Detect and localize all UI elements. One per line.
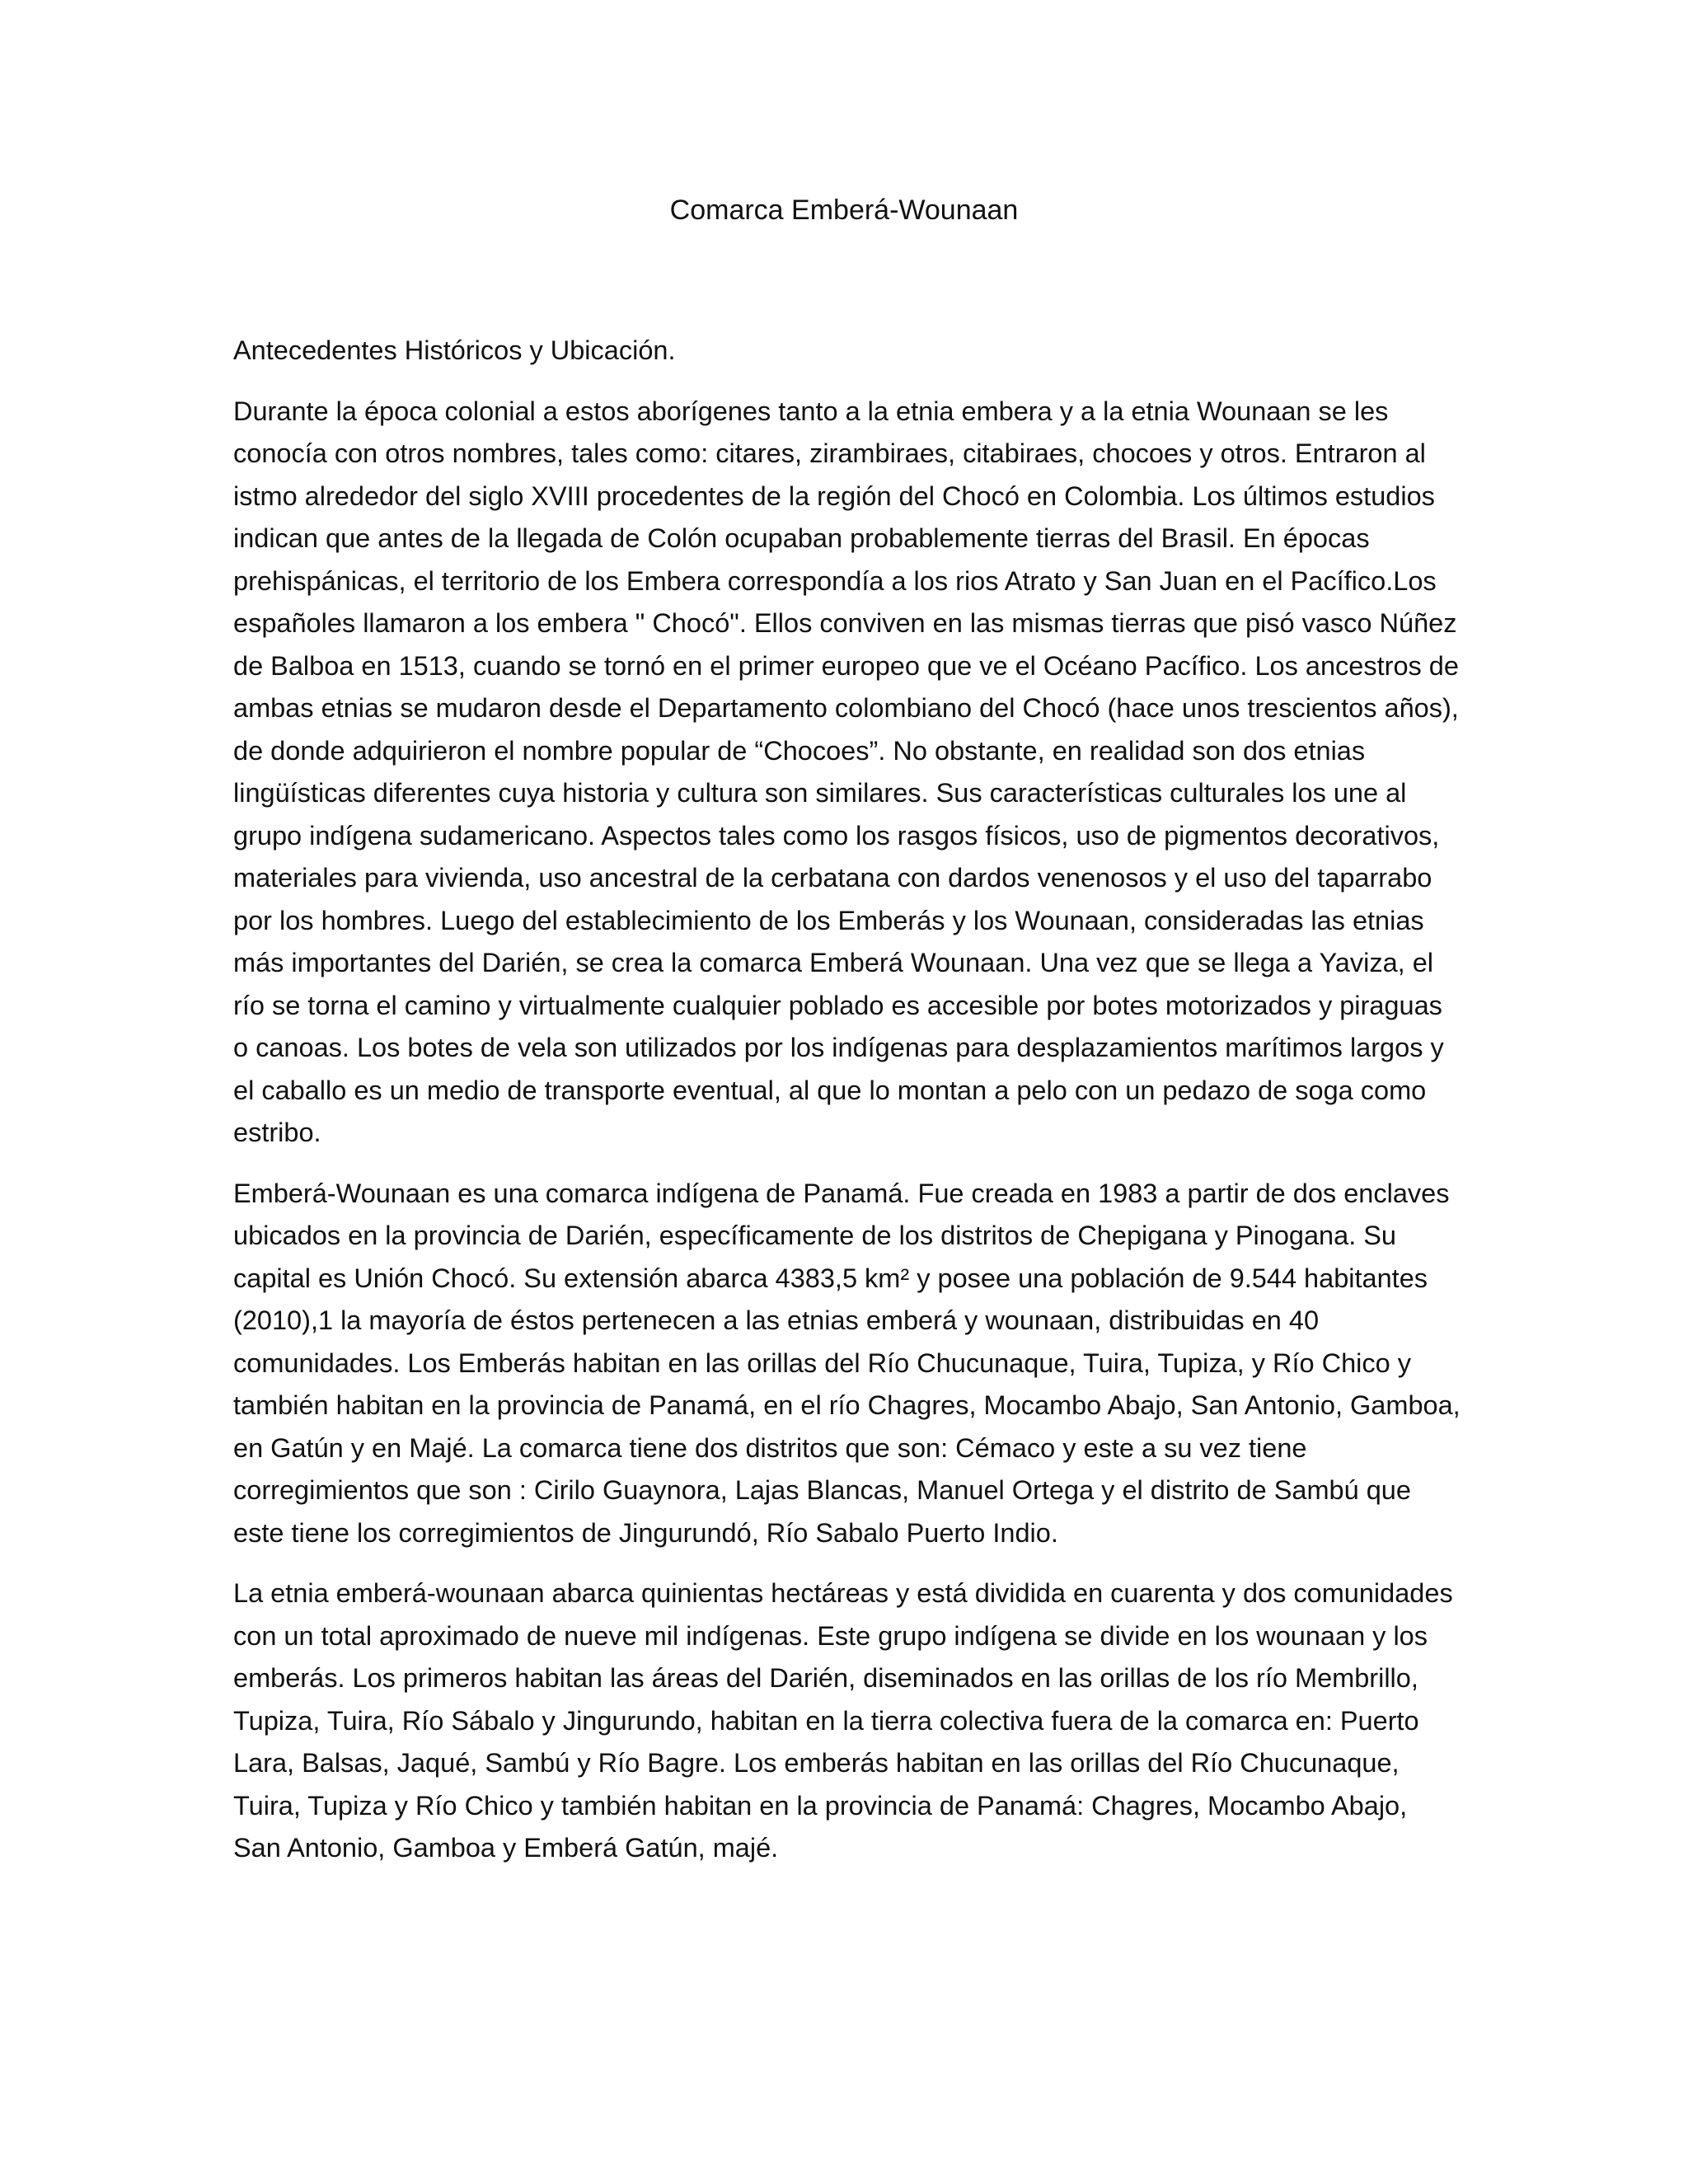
document-title: Comarca Emberá-Wounaan: [669, 194, 1019, 226]
paragraph-comarca: Emberá-Wounaan es una comarca indígena de Panamá. Fue creada en 1983 a partir de dos enclaves ubicados en la provincia de Darién, específicamente de los distritos de Chepigana y Pinogana. Su capital es Unión Chocó. Su extensión abarca 4383,5 km² y posee una población de 9.544 habitantes (2010),1 la mayoría de éstos pertenecen a las etnias emberá y wounaan, distribuidas en 40 comunidades. Los Emberás habitan en las orillas del Río Chucunaque, Tuira, Tupiza, y Río Chico y también habitan en la provincia de Panamá, en el río Chagres, Mocambo Abajo, San Antonio, Gamboa, en Gatún y en Majé. La comarca tiene dos distritos que son: Cémaco y este a su vez tiene corregimientos que son : Cirilo Guaynora, Lajas Blancas, Manuel Ortega y el distrito de Sambú que este tiene los corregimientos de Jingurundó, Río Sabalo Puerto Indio.: [233, 1178, 1461, 1548]
paragraph-population: La etnia emberá-wounaan abarca quinientas hectáreas y está dividida en cuarenta y dos comunidades con un total aproximado de nueve mil indígenas. Este grupo indígena se divide en los wounaan y los emberás. Los primeros habitan las áreas del Darién, diseminados en las orillas de los río Membrillo, Tupiza, Tuira, Río Sábalo y Jingurundo, habitan en la tierra colectiva fuera de la comarca en: Puerto Lara, Balsas, Jaqué, Sambú y Río Bagre. Los emberás habitan en las orillas del Río Chucunaque, Tuira, Tupiza y Río Chico y también habitan en la provincia de Panamá: Chagres, Mocambo Abajo, San Antonio, Gamboa y Emberá Gatún, majé.: [233, 1578, 1453, 1863]
section-heading: Antecedentes Históricos y Ubicación.: [233, 335, 676, 365]
paragraph-history: Durante la época colonial a estos aborígenes tanto a la etnia embera y a la etnia Wounaan se les conocía con otros nombres, tales como: citares, zirambiraes, citabiraes, chocoes y otros. Entraron al istmo alrededor del siglo XVIII procedentes de la región del Chocó en Colombia. Los últimos estudios indican que antes de la llegada de Colón ocupaban probablemente tierras del Brasil. En épocas prehispánicas, el territorio de los Embera correspondía a los rios Atrato y San Juan en el Pacífico.Los españoles llamaron a los embera " Chocó". Ellos conviven en las mismas tierras que pisó vasco Núñez de Balboa en 1513, cuando se tornó en el primer europeo que ve el Océano Pacífico. Los ancestros de ambas etnias se mudaron desde el Departamento colombiano del Chocó (hace unos trescientos años), de donde adquirieron el nombre popular de “Chocoes”. No obstante, en realidad son dos etnias lingüísticas diferentes cuya historia y cultura son similares. Sus características culturales los une al grupo indígena sudamericano. Aspectos tales como los rasgos físicos, uso de pigmentos decorativos, materiales para vivienda, uso ancestral de la cerbatana con dardos venenosos y el uso del taparrabo por los hombres. Luego del establecimiento de los Emberás y los Wounaan, consideradas las etnias más importantes del Darién, se crea la comarca Emberá Wounaan. Una vez que se llega a Yaviza, el río se torna el camino y virtualmente cualquier poblado es accesible por botes motorizados y piraguas o canoas. Los botes de vela son utilizados por los indígenas para desplazamientos marítimos largos y el caballo es un medio de transporte eventual, al que lo montan a pelo con un pedazo de soga como estribo.: [233, 396, 1459, 1147]
document-body: [233, 330, 1461, 1888]
